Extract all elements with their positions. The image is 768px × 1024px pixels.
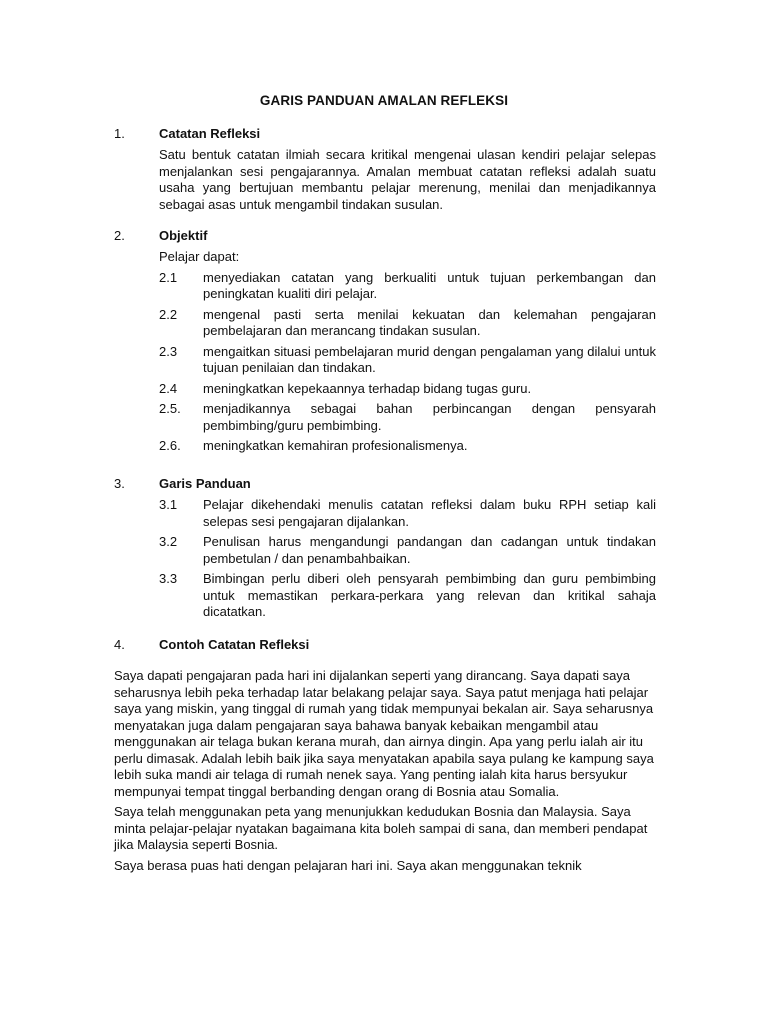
section-heading [114,126,656,143]
section-objektif [114,228,656,459]
item-text: menjadikannya sebagai bahan perbincangan dengan pensyarah pembimbing/guru pembimbing. [203,401,656,433]
section-title: Garis Panduan [159,476,251,491]
section-title: Contoh Catatan Refleksi [159,637,310,652]
example-reflection-text [114,668,654,878]
item-text: Bimbingan perlu diberi oleh pensyarah pembimbing dan guru pembimbing untuk memastikan perkara-perkara yang relevan dan kritikal sahaja dicatatkan. [203,571,656,619]
list-item [159,401,656,434]
item-number: 2.3 [159,343,178,359]
section-number: 2. [114,228,125,243]
item-number: 2.4 [159,380,178,396]
section-title: Objektif [159,228,208,243]
item-text: mengenal pasti serta menilai kekuatan dan kelemahan pengajaran pembelajaran dan merancang tindakan susulan. [203,306,656,338]
list-item [159,438,656,455]
item-number: 2.6. [159,438,181,453]
item-number: 2.5. [159,401,181,416]
item-text: mengaitkan situasi pembelajaran murid dengan pengalaman yang dilalui untuk tujuan penilaian dan tindakan. [203,343,656,375]
item-text: Penulisan harus mengandungi pandangan dan cadangan untuk tindakan pembetulan / dan penambahbaikan. [203,534,656,566]
item-text: meningkatkan kepekaannya terhadap bidang tugas guru. [203,380,532,396]
item-number: 2.2 [159,306,178,322]
item-number: 3.1 [159,497,178,512]
list-item [159,381,656,398]
section-intro: Pelajar dapat: [159,249,240,264]
list-item [159,497,656,530]
section-heading [114,637,656,654]
page-title: GARIS PANDUAN AMALAN REFLEKSI [259,93,509,108]
section-contoh-catatan [114,637,656,654]
section-number: 4. [114,637,125,652]
item-text: menyediakan catatan yang berkualiti untuk tujuan perkembangan dan peningkatan kualiti diri pelajar. [203,269,656,301]
section-number: 3. [114,476,125,491]
section-heading [114,476,656,493]
list-item [159,534,656,567]
item-number: 3.3 [159,571,178,586]
list-item [159,344,656,377]
section-paragraph: Satu bentuk catatan ilmiah secara kritikal mengenai ulasan kendiri pelajar selepas menjalankan sesi pengajarannya. Amalan membuat catatan refleksi adalah suatu usaha yang bertujuan membantu pelajar merenung, menilai dan menjadikannya sebagai asas untuk mengambil tindakan susulan. [159,147,656,212]
section-heading [114,228,656,245]
guideline-list [159,497,656,621]
item-number: 3.2 [159,534,178,549]
list-item [159,307,656,340]
item-text: meningkatkan kemahiran profesionalismenya. [203,438,468,453]
item-text: Pelajar dikehendaki menulis catatan refleksi dalam buku RPH setiap kali selepas sesi pengajaran dijalankan. [203,497,656,529]
item-number: 2.1 [159,269,178,285]
essay-paragraph: Saya telah menggunakan peta yang menunjukkan kedudukan Bosnia dan Malaysia. Saya minta pelajar-pelajar nyatakan bagaimana kita boleh sampai di sana, dan memberi pendapat jika Malaysia seperti Bosnia. [114,804,648,852]
section-title: Catatan Refleksi [159,126,261,141]
list-item [159,270,656,303]
essay-paragraph: Saya dapati pengajaran pada hari ini dijalankan seperti yang dirancang. Saya dapati saya seharusnya lebih peka terhadap latar belakang pelajar saya. Saya patut menjaga hati pelajar saya yang miskin, yang tinggal di rumah yang tidak mempunyai bekalan air. Saya seharusnya menyatakan juga dalam pengajaran saya bahawa banyak kebaikan mengambil atau menggunakan air telaga bukan kerana murah, dan airnya dingin. Apa yang perlu ialah air itu perlu dimasak. Adalah lebih baik jika saya menyatakan apabila saya pulang ke kampung saya lebih suka mandi air telaga di rumah nenek saya. Yang penting ialah kita harus bersyukur mempunyai tempat tinggal berbanding dengan orang di Bosnia atau Somalia. [114,668,654,799]
essay-paragraph: Saya berasa puas hati dengan pelajaran hari ini. Saya akan menggunakan teknik [114,857,582,873]
section-number: 1. [114,126,125,141]
objective-list [159,270,656,455]
list-item [159,571,656,621]
section-catatan-refleksi [114,126,656,213]
section-garis-panduan [114,476,656,625]
